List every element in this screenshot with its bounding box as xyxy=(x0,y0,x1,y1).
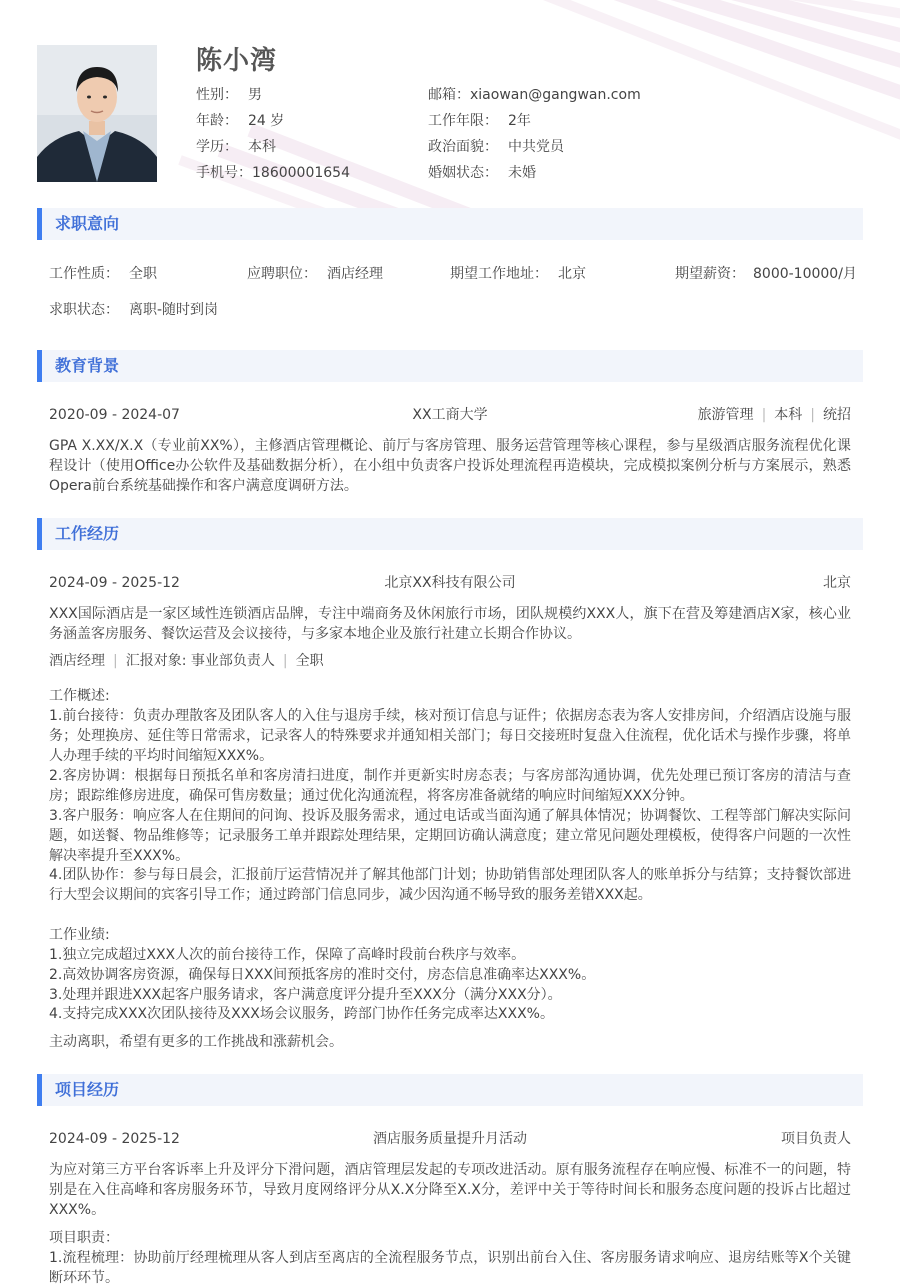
work-overview-item: 4.团队协作：参与每日晨会，汇报前厅运营情况并了解其他部门计划；协助销售部处理团队客人的账单拆分与结算；支持餐饮部进行大型会议期间的宾客引导工作；通过跨部门信息同步，减少因沟通不畅导致的服务差错XXX起。 xyxy=(49,867,851,903)
intent-location: 期望工作地址： 北京 xyxy=(450,266,586,282)
work-city: 北京 xyxy=(823,575,851,591)
section-title-education: 教育背景 xyxy=(37,350,863,382)
work-performance-item: 3.处理并跟进XXX起客户服务请求，客户满意度评分提升至XXX分（满分XXX分）。 xyxy=(49,987,562,1003)
work-overview-item: 3.客户服务：响应客人在住期间的问询、投诉及服务需求，通过电话或当面沟通了解具体情况；协调餐饮、工程等部门解决实际问题，如送餐、物品维修等；记录服务工单并跟踪处理结果，定期回访确认满意度；建立常见问题处理模板，使得客户问题的一次性解决率提升至XXX%。 xyxy=(49,808,851,864)
education-date: 2020-09 - 2024-07 xyxy=(49,407,180,423)
project-role: 项目负责人 xyxy=(781,1131,851,1147)
info-marital-status: 婚姻状态： 未婚 xyxy=(428,165,536,181)
work-overview-title: 工作概述: xyxy=(49,688,110,704)
section-title-intent: 求职意向 xyxy=(37,208,863,240)
project-description: 为应对第三方平台客诉率上升及评分下滑问题，酒店管理层发起的专项改进活动。原有服务流程存在响应慢、标准不一的问题，特别是在入住高峰和客房服务环节，导致月度网络评分从X.X分降至X.X分，差评中关于等待时间长和服务态度问题的投诉占比超过XXX%。 xyxy=(49,1162,851,1218)
education-description: GPA X.XX/X.X（专业前XX%），主修酒店管理概论、前厅与客房管理、服务运营管理等核心课程，参与星级酒店服务流程优化课程设计（使用Office办公软件及基础数据分析），在小组中负责客户投诉处理流程再造模块，完成模拟案例分析与方案展示，熟悉Opera前台系统基础操作和客户满意度调研方法。 xyxy=(49,438,851,494)
divider: | xyxy=(113,653,118,669)
info-education: 学历： 本科 xyxy=(196,139,276,155)
education-meta: 旅游管理 | 本科 | 统招 xyxy=(697,407,851,423)
work-performance-item: 1.独立完成超过XXX人次的前台接待工作，保障了高峰时段前台秩序与效率。 xyxy=(49,947,526,963)
work-company-intro: XXX国际酒店是一家区域性连锁酒店品牌，专注中端商务及休闲旅行市场，团队规模约XXX人，旗下在营及筹建酒店X家，核心业务涵盖客房服务、餐饮运营及会议接待，与多家本地企业及旅行社建立长期合作协议。 xyxy=(49,606,851,642)
intent-work-type: 工作性质： 全职 xyxy=(49,266,157,282)
info-email: 邮箱：xiaowan@gangwan.com xyxy=(428,87,641,103)
work-company: 北京XX科技有限公司 xyxy=(384,575,516,591)
info-work-years: 工作年限： 2年 xyxy=(428,113,531,129)
project-name: 酒店服务质量提升月活动 xyxy=(373,1131,527,1147)
intent-status: 求职状态： 离职-随时到岗 xyxy=(49,302,219,318)
education-school: XX工商大学 xyxy=(412,407,488,423)
divider: | xyxy=(761,407,767,423)
profile-photo xyxy=(37,45,157,182)
work-overview-item: 2.客房协调：根据每日预抵名单和客房清扫进度，制作并更新实时房态表；与客房部沟通协调，优先处理已预订客房的清洁与查房；跟踪维修房进度，确保可售房数量；通过优化沟通流程，将客房准备就绪的响应时间缩短XXX分钟。 xyxy=(49,768,851,804)
intent-position: 应聘职位： 酒店经理 xyxy=(247,266,383,282)
divider: | xyxy=(282,653,288,669)
project-duty-title: 项目职责： xyxy=(49,1230,119,1246)
work-performance-item: 4.支持完成XXX次团队接待及XXX场会议服务，跨部门协作任务完成率达XXX%。 xyxy=(49,1006,554,1022)
info-gender: 性别： 男 xyxy=(196,87,262,103)
work-performance-title: 工作业绩: xyxy=(49,927,110,943)
info-age: 年龄： 24 岁 xyxy=(196,113,285,129)
project-date: 2024-09 - 2025-12 xyxy=(49,1131,180,1147)
work-date: 2024-09 - 2025-12 xyxy=(49,575,180,591)
info-political-status: 政治面貌： 中共党员 xyxy=(428,139,564,155)
divider: | xyxy=(810,407,815,423)
work-leave-reason: 主动离职，希望有更多的工作挑战和涨薪机会。 xyxy=(49,1034,343,1050)
candidate-name: 陈小湾 xyxy=(196,46,278,76)
info-phone: 手机号：18600001654 xyxy=(196,165,350,181)
intent-salary: 期望薪资： 8000-10000/月 xyxy=(675,266,857,282)
work-performance-item: 2.高效协调客房资源，确保每日XXX间预抵客房的准时交付，房态信息准确率达XXX%。 xyxy=(49,967,596,983)
section-title-work: 工作经历 xyxy=(37,518,863,550)
project-duty-item: 1.流程梳理：协助前厅经理梳理从客人到店至离店的全流程服务节点，识别出前台入住、客房服务请求响应、退房结账等X个关键断环环节。 xyxy=(49,1250,851,1286)
work-overview-item: 1.前台接待：负责办理散客及团队客人的入住与退房手续，核对预订信息与证件；依据房态表为客人安排房间，介绍酒店设施与服务；处理换房、延住等日常需求，记录客人的特殊要求并通知相关部门；每日交接班时复盘入住流程，优化话术与操作步骤，将单人办理手续的平均时间缩短XXX%。 xyxy=(49,708,851,764)
section-title-project: 项目经历 xyxy=(37,1074,863,1106)
work-role-meta: 酒店经理 | 汇报对象: 事业部负责人 | 全职 xyxy=(49,653,324,669)
